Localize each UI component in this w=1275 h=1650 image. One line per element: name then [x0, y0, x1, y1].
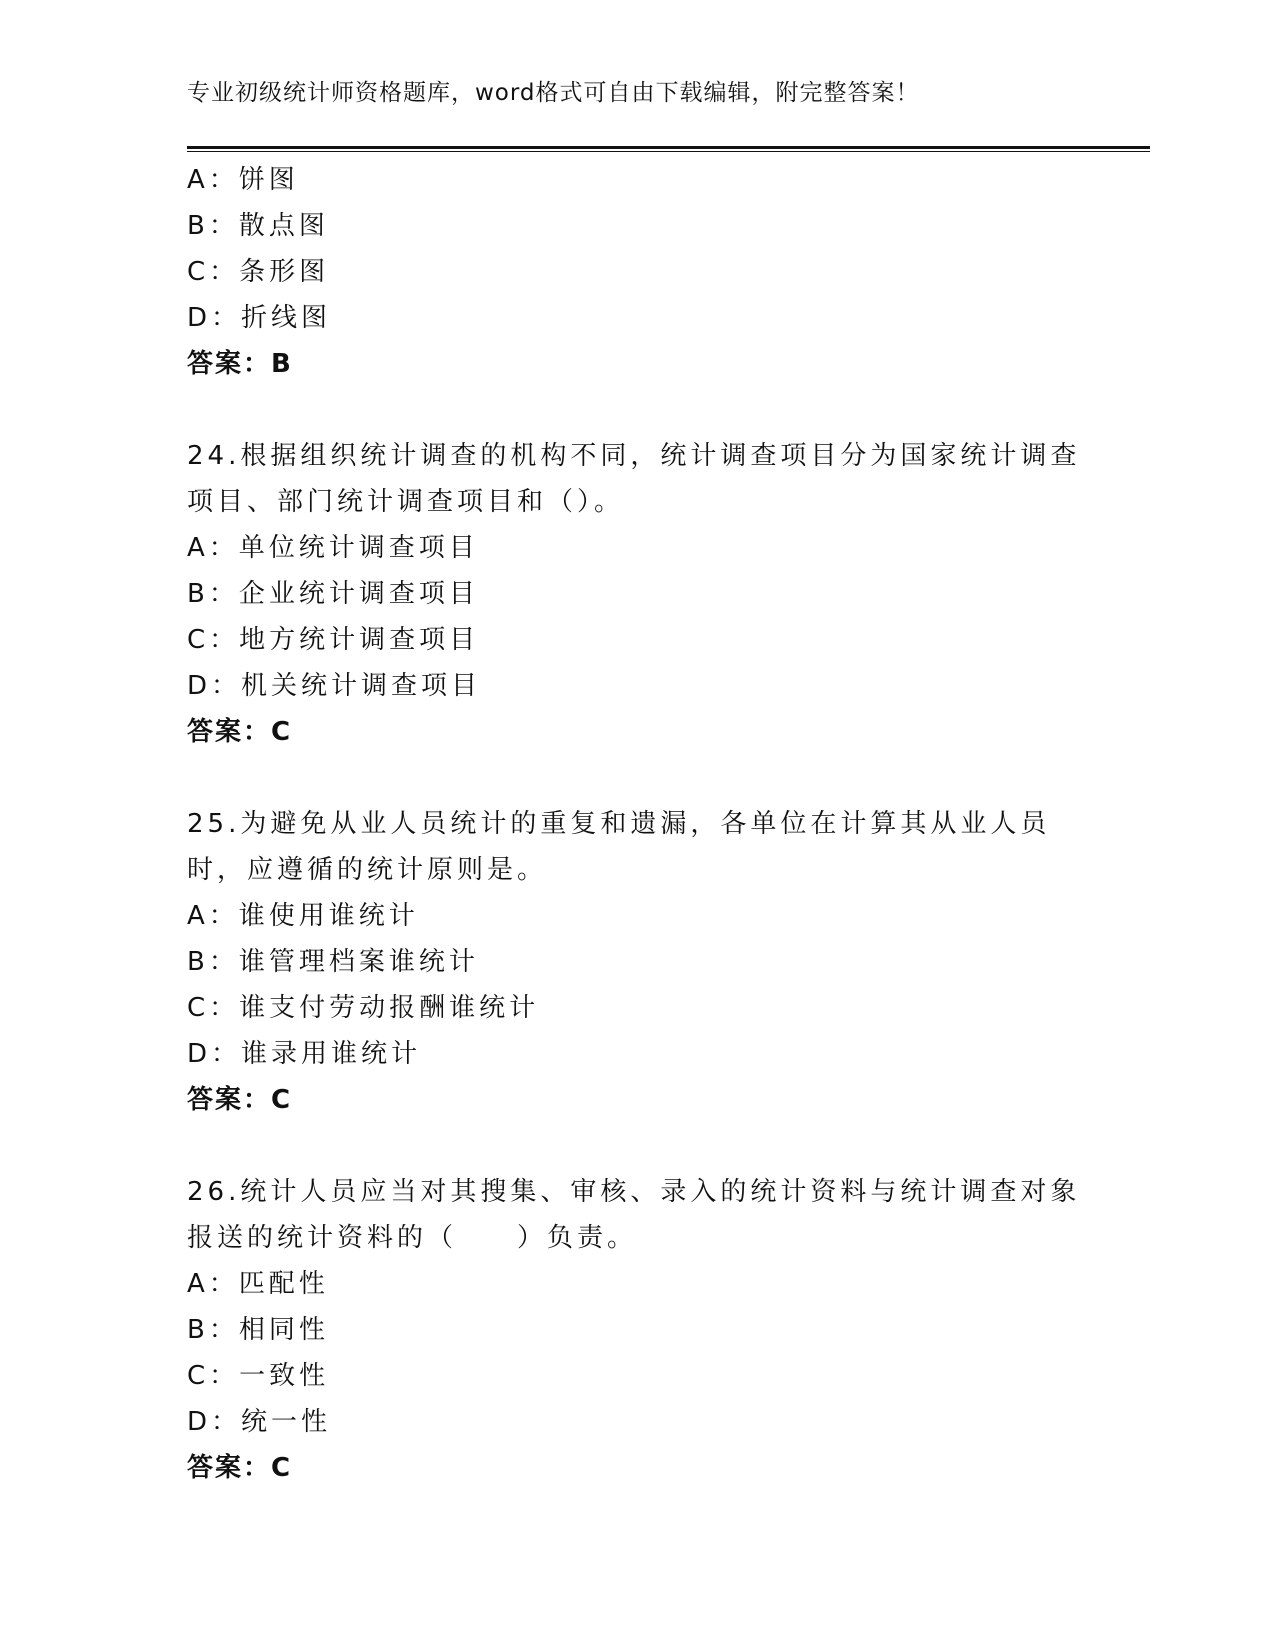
- answer-line: 答案：C: [187, 717, 293, 747]
- question-stem: 25.为避免从业人员统计的重复和遗漏，各单位在计算其从业人员时，应遵循的统计原则是。: [187, 809, 1051, 885]
- option-b: B：谁管理档案谁统计: [187, 947, 479, 977]
- option-a: A：谁使用谁统计: [187, 901, 419, 931]
- question-block: [187, 801, 1087, 1123]
- question-block: [187, 433, 1087, 755]
- block-spacer: [187, 387, 1087, 433]
- option-b: B：相同性: [187, 1315, 329, 1345]
- option-c: C：谁支付劳动报酬谁统计: [187, 993, 540, 1023]
- option-d: D：统一性: [187, 1407, 332, 1437]
- option-d: D：折线图: [187, 303, 332, 333]
- option-d: D：机关统计调查项目: [187, 671, 482, 701]
- header-rule-thick: [187, 146, 1150, 149]
- option-c: C：条形图: [187, 257, 330, 287]
- block-spacer: [187, 1123, 1087, 1169]
- answer-line: 答案：C: [187, 1085, 293, 1115]
- answer-line: 答案：B: [187, 349, 293, 379]
- option-a: A：单位统计调查项目: [187, 533, 479, 563]
- page-header: 专业初级统计师资格题库，word格式可自由下载编辑，附完整答案！: [187, 80, 920, 106]
- answer-line: 答案：C: [187, 1453, 293, 1483]
- question-block: [187, 157, 1087, 387]
- option-c: C：地方统计调查项目: [187, 625, 480, 655]
- option-b: B：企业统计调查项目: [187, 579, 479, 609]
- option-d: D：谁录用谁统计: [187, 1039, 422, 1069]
- option-a: A：饼图: [187, 165, 299, 195]
- header-rule-thin: [187, 151, 1150, 152]
- option-b: B：散点图: [187, 211, 329, 241]
- question-list: [187, 157, 1087, 1491]
- option-c: C：一致性: [187, 1361, 330, 1391]
- question-block: [187, 1169, 1087, 1491]
- option-a: A：匹配性: [187, 1269, 329, 1299]
- block-spacer: [187, 755, 1087, 801]
- question-stem: 26.统计人员应当对其搜集、审核、录入的统计资料与统计调查对象报送的统计资料的（ ）负责。: [187, 1177, 1081, 1253]
- question-stem: 24.根据组织统计调查的机构不同，统计调查项目分为国家统计调查项目、部门统计调查项目和（）。: [187, 441, 1081, 517]
